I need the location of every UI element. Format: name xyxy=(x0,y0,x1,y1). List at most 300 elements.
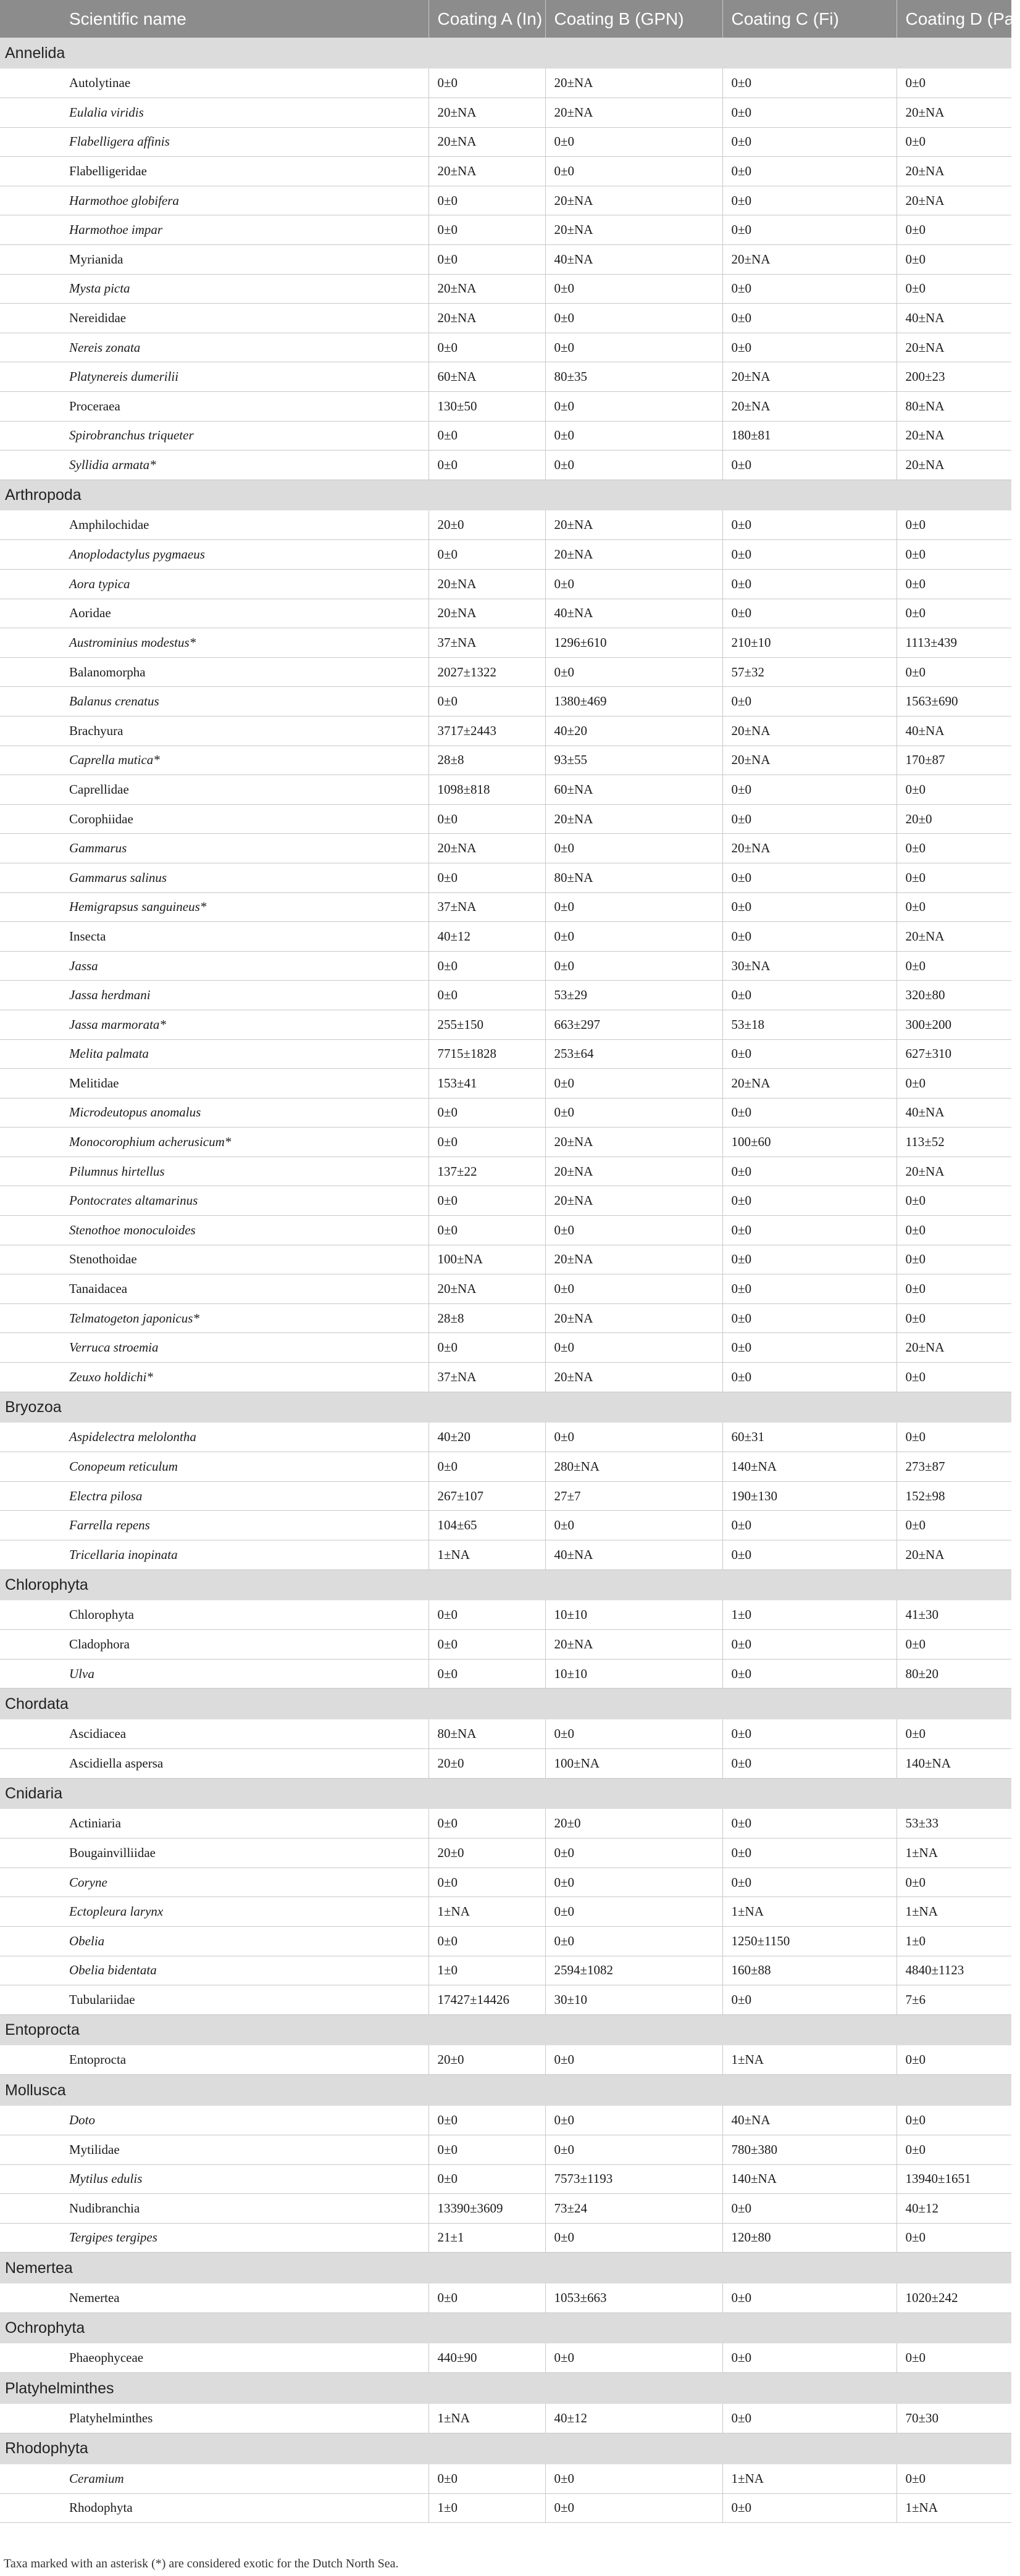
taxon-name: Ascidiacea xyxy=(69,1726,127,1741)
coating-c-value: 20±NA xyxy=(722,1069,897,1099)
coating-d-value: 113±52 xyxy=(897,1128,1011,1157)
coating-a-value: 0±0 xyxy=(428,1098,545,1128)
taxon-name: Hemigrapsus sanguineus* xyxy=(69,899,207,915)
coating-d-value: 20±NA xyxy=(897,186,1011,215)
coating-d-value: 300±200 xyxy=(897,1010,1011,1039)
taxon-cell xyxy=(0,657,428,687)
table-row xyxy=(0,1600,1011,1630)
taxon-cell xyxy=(0,892,428,922)
header-row xyxy=(0,0,1011,38)
coating-a-value: 0±0 xyxy=(428,1186,545,1216)
coating-c-value: 0±0 xyxy=(722,69,897,98)
coating-c-value: 0±0 xyxy=(722,1839,897,1868)
coating-b-value: 100±NA xyxy=(545,1748,722,1778)
coating-c-value: 180±81 xyxy=(722,421,897,451)
coating-a-value: 0±0 xyxy=(428,421,545,451)
coating-a-value: 0±0 xyxy=(428,215,545,245)
taxon-cell xyxy=(0,1600,428,1630)
table-row xyxy=(0,215,1011,245)
table-row xyxy=(0,2464,1011,2494)
coating-b-value: 280±NA xyxy=(545,1452,722,1482)
coating-a-value: 0±0 xyxy=(428,1926,545,1956)
coating-a-value: 20±NA xyxy=(428,834,545,863)
coating-b-value: 0±0 xyxy=(545,2343,722,2373)
coating-a-value: 20±NA xyxy=(428,98,545,128)
coating-d-value: 0±0 xyxy=(897,834,1011,863)
coating-b-value: 0±0 xyxy=(545,1839,722,1868)
taxon-name: Balanus crenatus xyxy=(69,694,159,709)
taxon-name: Aspidelectra melolontha xyxy=(69,1429,196,1445)
group-row xyxy=(0,1778,1011,1809)
taxon-cell xyxy=(0,1363,428,1392)
table-row xyxy=(0,1809,1011,1839)
taxon-name: Ulva xyxy=(69,1666,94,1681)
taxon-cell xyxy=(0,2106,428,2135)
taxon-name: Syllidia armata* xyxy=(69,457,156,473)
coating-d-value: 1±NA xyxy=(897,2493,1011,2523)
coating-c-value: 0±0 xyxy=(722,1659,897,1689)
coating-d-value: 0±0 xyxy=(897,1274,1011,1304)
coating-b-value: 253±64 xyxy=(545,1039,722,1069)
taxon-name: Tergipes tergipes xyxy=(69,2230,157,2245)
coating-c-value: 0±0 xyxy=(722,1809,897,1839)
taxon-cell xyxy=(0,1956,428,1985)
coating-c-value: 1±NA xyxy=(722,2045,897,2075)
taxon-name: Flabelligeridae xyxy=(69,164,147,179)
table-row xyxy=(0,687,1011,717)
table-row xyxy=(0,98,1011,128)
group-row xyxy=(0,1392,1011,1423)
group-row xyxy=(0,1569,1011,1600)
coating-b-value: 20±NA xyxy=(545,1303,722,1333)
taxon-cell xyxy=(0,1719,428,1749)
coating-b-value: 20±NA xyxy=(545,1186,722,1216)
coating-d-value: 320±80 xyxy=(897,981,1011,1010)
coating-b-value: 20±NA xyxy=(545,1245,722,1274)
taxon-name: Telmatogeton japonicus* xyxy=(69,1310,199,1326)
coating-d-value: 0±0 xyxy=(897,1303,1011,1333)
coating-b-value: 7573±1193 xyxy=(545,2164,722,2194)
coating-c-value: 190±130 xyxy=(722,1481,897,1511)
coating-a-value: 130±50 xyxy=(428,392,545,422)
coating-c-value: 0±0 xyxy=(722,2343,897,2373)
table-row xyxy=(0,1868,1011,1897)
coating-b-value: 0±0 xyxy=(545,570,722,599)
taxon-name: Spirobranchus triqueter xyxy=(69,428,194,443)
coating-a-value: 0±0 xyxy=(428,2283,545,2313)
taxon-cell xyxy=(0,215,428,245)
coating-b-value: 0±0 xyxy=(545,1098,722,1128)
coating-b-value: 40±NA xyxy=(545,599,722,628)
taxon-cell xyxy=(0,2194,428,2224)
table-row xyxy=(0,981,1011,1010)
coating-c-value: 60±31 xyxy=(722,1423,897,1452)
coating-c-value: 0±0 xyxy=(722,1363,897,1392)
coating-d-value: 0±0 xyxy=(897,2135,1011,2164)
taxon-cell xyxy=(0,1748,428,1778)
taxon-cell xyxy=(0,1274,428,1304)
coating-a-value: 0±0 xyxy=(428,69,545,98)
taxon-name: Caprellidae xyxy=(69,781,129,797)
group-name: Ochrophyta xyxy=(5,2319,85,2337)
coating-b-value: 10±10 xyxy=(545,1659,722,1689)
coating-b-value: 20±NA xyxy=(545,215,722,245)
table-row xyxy=(0,69,1011,98)
table-row xyxy=(0,1098,1011,1128)
taxon-cell xyxy=(0,834,428,863)
coating-c-value: 0±0 xyxy=(722,922,897,952)
coating-d-value: 0±0 xyxy=(897,69,1011,98)
table-row xyxy=(0,540,1011,570)
coating-b-value: 0±0 xyxy=(545,1511,722,1540)
group-row xyxy=(0,2433,1011,2464)
coating-c-value: 0±0 xyxy=(722,892,897,922)
coating-b-value: 0±0 xyxy=(545,892,722,922)
coating-c-value: 210±10 xyxy=(722,628,897,658)
table-row xyxy=(0,1540,1011,1570)
coating-a-value: 21±1 xyxy=(428,2223,545,2253)
taxon-name: Mysta picta xyxy=(69,281,130,296)
taxon-cell xyxy=(0,1157,428,1186)
coating-a-value: 0±0 xyxy=(428,245,545,275)
taxon-name: Zeuxo holdichi* xyxy=(69,1369,153,1384)
coating-d-value: 0±0 xyxy=(897,1186,1011,1216)
taxon-name: Pilumnus hirtellus xyxy=(69,1163,165,1179)
coating-b-value: 0±0 xyxy=(545,951,722,981)
group-name: Mollusca xyxy=(5,2081,66,2099)
table-row xyxy=(0,716,1011,746)
coating-a-value: 20±0 xyxy=(428,2045,545,2075)
table-body xyxy=(0,38,1011,2523)
table-row xyxy=(0,1333,1011,1363)
coating-b-value: 20±NA xyxy=(545,540,722,570)
coating-a-value: 0±0 xyxy=(428,1452,545,1482)
taxon-cell xyxy=(0,1926,428,1956)
table-row xyxy=(0,1630,1011,1660)
coating-b-value: 40±12 xyxy=(545,2404,722,2433)
taxon-cell xyxy=(0,1186,428,1216)
taxon-name: Nereis zonata xyxy=(69,339,141,355)
taxon-cell xyxy=(0,1423,428,1452)
table-row xyxy=(0,628,1011,658)
taxon-name: Actiniaria xyxy=(69,1816,121,1831)
taxon-name: Farrella repens xyxy=(69,1518,150,1533)
taxon-name: Gammarus xyxy=(69,841,127,856)
coating-d-value: 80±20 xyxy=(897,1659,1011,1689)
coating-d-value: 0±0 xyxy=(897,2223,1011,2253)
coating-d-value: 41±30 xyxy=(897,1600,1011,1630)
coating-d-value: 40±NA xyxy=(897,304,1011,333)
coating-b-value: 0±0 xyxy=(545,1423,722,1452)
coating-c-value: 0±0 xyxy=(722,98,897,128)
coating-a-value: 13390±3609 xyxy=(428,2194,545,2224)
coating-d-value: 20±NA xyxy=(897,157,1011,186)
group-name: Rhodophyta xyxy=(5,2440,88,2458)
coating-d-value: 200±23 xyxy=(897,362,1011,392)
taxon-name: Conopeum reticulum xyxy=(69,1459,178,1474)
coating-c-value: 0±0 xyxy=(722,1245,897,1274)
coating-a-value: 0±0 xyxy=(428,1868,545,1897)
taxon-cell xyxy=(0,2404,428,2433)
coating-c-value: 1±NA xyxy=(722,1897,897,1927)
coating-c-value: 0±0 xyxy=(722,510,897,540)
table-row xyxy=(0,245,1011,275)
taxon-cell xyxy=(0,510,428,540)
coating-b-value: 0±0 xyxy=(545,1926,722,1956)
taxon-name: Nudibranchia xyxy=(69,2200,140,2216)
coating-a-value: 0±0 xyxy=(428,451,545,480)
taxon-cell xyxy=(0,1985,428,2015)
coating-a-value: 100±NA xyxy=(428,1245,545,1274)
taxon-name: Verruca stroemia xyxy=(69,1340,159,1355)
coating-b-value: 30±10 xyxy=(545,1985,722,2015)
taxon-cell xyxy=(0,362,428,392)
coating-c-value: 30±NA xyxy=(722,951,897,981)
group-row xyxy=(0,2075,1011,2106)
table-row xyxy=(0,657,1011,687)
coating-c-value: 0±0 xyxy=(722,570,897,599)
coating-d-value: 20±NA xyxy=(897,421,1011,451)
coating-a-value: 1±0 xyxy=(428,2493,545,2523)
table-row xyxy=(0,1452,1011,1482)
table-row xyxy=(0,1719,1011,1749)
coating-c-value: 0±0 xyxy=(722,863,897,892)
coating-d-value: 0±0 xyxy=(897,1511,1011,1540)
taxon-name: Anoplodactylus pygmaeus xyxy=(69,547,205,562)
taxon-name: Jassa herdmani xyxy=(69,987,151,1003)
coating-b-value: 1053±663 xyxy=(545,2283,722,2313)
coating-b-value: 27±7 xyxy=(545,1481,722,1511)
taxon-name: Electra pilosa xyxy=(69,1488,143,1503)
coating-c-value: 0±0 xyxy=(722,157,897,186)
coating-d-value: 4840±1123 xyxy=(897,1956,1011,1985)
coating-d-value: 0±0 xyxy=(897,775,1011,805)
coating-d-value: 0±0 xyxy=(897,1630,1011,1660)
table-row xyxy=(0,127,1011,157)
group-name: Platyhelminthes xyxy=(5,2379,114,2397)
taxon-name: Harmothoe impar xyxy=(69,222,163,238)
taxon-name: Flabelligera affinis xyxy=(69,134,170,149)
coating-b-value: 0±0 xyxy=(545,922,722,952)
taxon-cell xyxy=(0,1333,428,1363)
table-row xyxy=(0,1216,1011,1245)
taxon-name: Nereididae xyxy=(69,310,127,326)
coating-d-value: 1±0 xyxy=(897,1926,1011,1956)
coating-b-value: 0±0 xyxy=(545,1333,722,1363)
table-row xyxy=(0,1363,1011,1392)
coating-a-value: 1±NA xyxy=(428,1897,545,1927)
coating-d-value: 80±NA xyxy=(897,392,1011,422)
taxon-name: Harmothoe globifera xyxy=(69,193,179,208)
coating-d-value: 152±98 xyxy=(897,1481,1011,1511)
taxon-name: Myrianida xyxy=(69,251,123,267)
taxon-cell xyxy=(0,951,428,981)
taxon-cell xyxy=(0,1303,428,1333)
taxon-cell xyxy=(0,1809,428,1839)
coating-b-value: 0±0 xyxy=(545,157,722,186)
coating-b-value: 40±NA xyxy=(545,1540,722,1570)
taxon-cell xyxy=(0,1245,428,1274)
coating-a-value: 40±12 xyxy=(428,922,545,952)
coating-b-value: 0±0 xyxy=(545,657,722,687)
coating-c-value: 20±NA xyxy=(722,746,897,775)
taxon-name: Insecta xyxy=(69,928,106,944)
group-name: Cnidaria xyxy=(5,1784,63,1802)
table-row xyxy=(0,304,1011,333)
coating-b-value: 0±0 xyxy=(545,1868,722,1897)
coating-a-value: 1±NA xyxy=(428,2404,545,2433)
taxon-cell xyxy=(0,922,428,952)
coating-a-value: 0±0 xyxy=(428,2164,545,2194)
coating-d-value: 20±NA xyxy=(897,98,1011,128)
coating-a-value: 1098±818 xyxy=(428,775,545,805)
coating-a-value: 0±0 xyxy=(428,1809,545,1839)
coating-c-value: 0±0 xyxy=(722,1511,897,1540)
coating-c-value: 0±0 xyxy=(722,451,897,480)
taxon-name: Cladophora xyxy=(69,1636,130,1652)
table-row xyxy=(0,1926,1011,1956)
coating-a-value: 80±NA xyxy=(428,1719,545,1749)
taxon-cell xyxy=(0,570,428,599)
taxon-name: Bougainvilliidae xyxy=(69,1845,156,1860)
coating-b-value: 20±NA xyxy=(545,1157,722,1186)
coating-c-value: 0±0 xyxy=(722,1157,897,1186)
taxon-cell xyxy=(0,1010,428,1039)
coating-a-value: 0±0 xyxy=(428,2106,545,2135)
coating-d-value: 20±NA xyxy=(897,1333,1011,1363)
table-row xyxy=(0,746,1011,775)
coating-d-value: 0±0 xyxy=(897,1216,1011,1245)
coating-c-value: 0±0 xyxy=(722,1630,897,1660)
table-row xyxy=(0,1423,1011,1452)
coating-a-value: 20±0 xyxy=(428,1748,545,1778)
coating-c-value: 0±0 xyxy=(722,540,897,570)
coating-b-value: 80±NA xyxy=(545,863,722,892)
coating-c-value: 1±0 xyxy=(722,1600,897,1630)
coating-b-value: 0±0 xyxy=(545,834,722,863)
coating-a-value: 20±NA xyxy=(428,599,545,628)
coating-a-value: 1±NA xyxy=(428,1540,545,1570)
coating-d-value: 0±0 xyxy=(897,2106,1011,2135)
coating-c-value: 20±NA xyxy=(722,392,897,422)
coating-c-value: 1±NA xyxy=(722,2464,897,2494)
coating-b-value: 0±0 xyxy=(545,274,722,304)
taxon-cell xyxy=(0,1630,428,1660)
coating-b-value: 0±0 xyxy=(545,451,722,480)
coating-c-value: 0±0 xyxy=(722,1039,897,1069)
coating-a-value: 3717±2443 xyxy=(428,716,545,746)
coating-c-value: 57±32 xyxy=(722,657,897,687)
taxon-name: Coryne xyxy=(69,1874,107,1890)
coating-d-value: 0±0 xyxy=(897,1069,1011,1099)
coating-d-value: 273±87 xyxy=(897,1452,1011,1482)
coating-a-value: 37±NA xyxy=(428,1363,545,1392)
coating-b-value: 93±55 xyxy=(545,746,722,775)
header-coating-b: Coating B (GPN) xyxy=(545,0,722,38)
coating-c-value: 0±0 xyxy=(722,2493,897,2523)
table-row xyxy=(0,1659,1011,1689)
coating-b-value: 10±10 xyxy=(545,1600,722,1630)
group-row xyxy=(0,2373,1011,2404)
taxon-cell xyxy=(0,981,428,1010)
taxon-name: Obelia bidentata xyxy=(69,1963,157,1978)
coating-b-value: 40±20 xyxy=(545,716,722,746)
taxon-name: Platyhelminthes xyxy=(69,2411,153,2426)
table-row xyxy=(0,510,1011,540)
coating-c-value: 0±0 xyxy=(722,1540,897,1570)
coating-a-value: 28±8 xyxy=(428,746,545,775)
coating-d-value: 53±33 xyxy=(897,1809,1011,1839)
table-row xyxy=(0,2493,1011,2523)
coating-c-value: 0±0 xyxy=(722,1748,897,1778)
coating-b-value: 0±0 xyxy=(545,2106,722,2135)
coating-d-value: 0±0 xyxy=(897,215,1011,245)
taxon-name: Stenothoe monoculoides xyxy=(69,1222,196,1237)
table-row xyxy=(0,892,1011,922)
table-row xyxy=(0,1274,1011,1304)
taxon-cell xyxy=(0,687,428,717)
taxon-name: Phaeophyceae xyxy=(69,2350,144,2366)
table-row xyxy=(0,1839,1011,1868)
group-name: Chordata xyxy=(5,1695,69,1713)
coating-b-value: 0±0 xyxy=(545,392,722,422)
table-row xyxy=(0,2194,1011,2224)
taxon-name: Ceramium xyxy=(69,2470,124,2486)
table-row xyxy=(0,362,1011,392)
coating-a-value: 20±NA xyxy=(428,304,545,333)
taxon-cell xyxy=(0,1098,428,1128)
coating-a-value: 0±0 xyxy=(428,687,545,717)
taxon-cell xyxy=(0,2164,428,2194)
coating-a-value: 0±0 xyxy=(428,540,545,570)
coating-b-value: 20±0 xyxy=(545,1809,722,1839)
coating-b-value: 73±24 xyxy=(545,2194,722,2224)
coating-b-value: 0±0 xyxy=(545,1069,722,1099)
taxon-cell xyxy=(0,1452,428,1482)
coating-c-value: 0±0 xyxy=(722,1098,897,1128)
coating-a-value: 137±22 xyxy=(428,1157,545,1186)
coating-c-value: 0±0 xyxy=(722,1216,897,1245)
coating-a-value: 0±0 xyxy=(428,1659,545,1689)
coating-b-value: 53±29 xyxy=(545,981,722,1010)
coating-b-value: 0±0 xyxy=(545,421,722,451)
coating-a-value: 0±0 xyxy=(428,1600,545,1630)
coating-d-value: 1±NA xyxy=(897,1839,1011,1868)
coating-d-value: 13940±1651 xyxy=(897,2164,1011,2194)
coating-d-value: 40±12 xyxy=(897,2194,1011,2224)
coating-d-value: 0±0 xyxy=(897,245,1011,275)
coating-b-value: 0±0 xyxy=(545,1719,722,1749)
coating-b-value: 0±0 xyxy=(545,1897,722,1927)
coating-d-value: 0±0 xyxy=(897,1868,1011,1897)
coating-a-value: 440±90 xyxy=(428,2343,545,2373)
taxon-cell xyxy=(0,1540,428,1570)
coating-a-value: 20±0 xyxy=(428,1839,545,1868)
table-row xyxy=(0,834,1011,863)
coating-a-value: 7715±1828 xyxy=(428,1039,545,1069)
taxon-name: Austrominius modestus* xyxy=(69,634,196,650)
taxon-cell xyxy=(0,804,428,834)
coating-c-value: 0±0 xyxy=(722,333,897,362)
table-row xyxy=(0,922,1011,952)
taxon-cell xyxy=(0,2343,428,2373)
table-row xyxy=(0,2045,1011,2075)
coating-c-value: 20±NA xyxy=(722,716,897,746)
taxon-name: Tricellaria inopinata xyxy=(69,1547,178,1562)
coating-a-value: 0±0 xyxy=(428,2464,545,2494)
table-row xyxy=(0,2343,1011,2373)
coating-b-value: 0±0 xyxy=(545,127,722,157)
